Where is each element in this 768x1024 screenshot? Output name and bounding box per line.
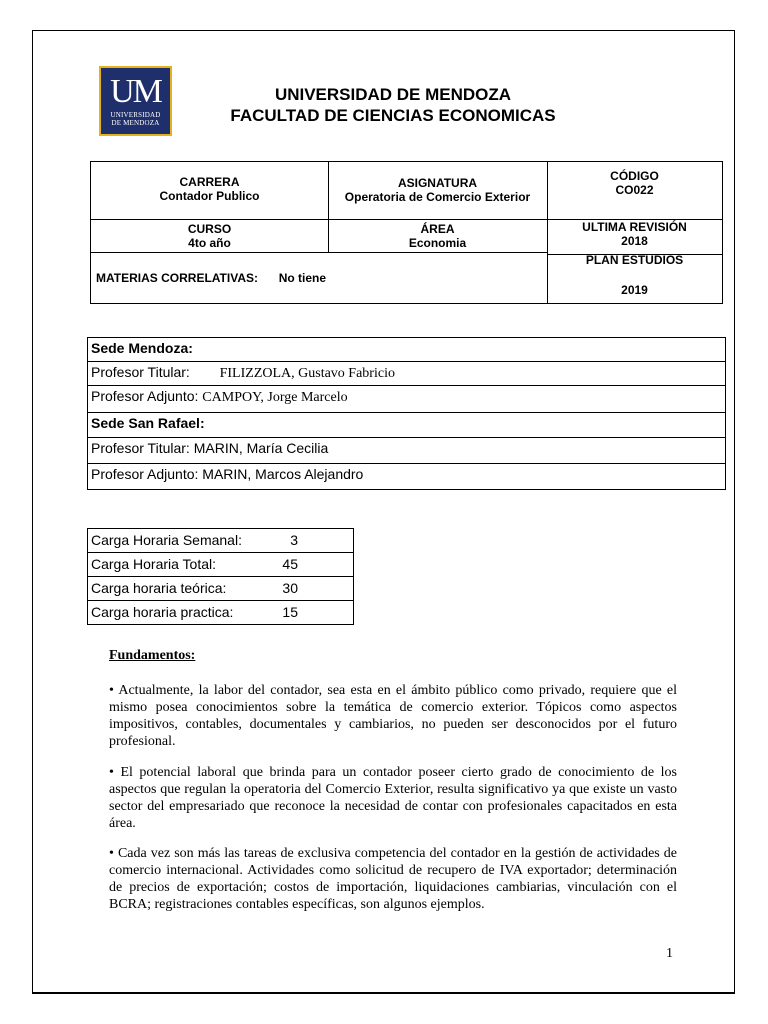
carrera-label: CARRERA	[179, 175, 240, 189]
university-title: UNIVERSIDAD DE MENDOZA	[274, 85, 512, 104]
area-value: Economia	[408, 236, 467, 250]
revision-label: ULTIMA REVISIÓN	[582, 220, 687, 234]
faculty-title: FACULTAD DE CIENCIAS ECONOMICAS	[230, 106, 556, 125]
plan-estudios-value: 2019	[621, 283, 648, 297]
area-label: ÁREA	[420, 222, 455, 236]
carga-row-total	[88, 553, 353, 577]
asignatura-value: Operatoria de Comercio Exterior	[344, 190, 531, 204]
carrera-value: Contador Publico	[159, 189, 260, 203]
profesor-titular-san-rafael-row: Profesor Titular: MARIN, María Cecilia	[88, 438, 725, 464]
carga-row-semanal	[88, 529, 353, 553]
logo-text-line2: DE MENDOZA	[111, 119, 160, 127]
carga-row-practica	[88, 601, 353, 625]
asignatura-label: ASIGNATURA	[397, 176, 478, 190]
plan-estudios-label: PLAN ESTUDIOS	[585, 253, 684, 267]
carga-value: 3	[290, 532, 298, 548]
codigo-label: CÓDIGO	[610, 169, 659, 183]
codigo-value: CO022	[615, 183, 654, 197]
plan-estudios-cell	[547, 253, 722, 297]
fundamentos-heading: Fundamentos:	[109, 648, 196, 663]
asignatura-cell	[328, 176, 547, 204]
university-logo	[99, 66, 172, 136]
course-info-table	[90, 161, 723, 304]
carga-value: 15	[282, 604, 298, 620]
correlativas-value: No tiene	[278, 271, 327, 285]
sede-san-rafael-heading: Sede San Rafael:	[88, 413, 725, 438]
curso-value: 4to año	[188, 236, 231, 250]
profesor-adjunto-name: CAMPOY, Jorge Marcelo	[202, 390, 348, 405]
carga-value: 30	[282, 580, 298, 596]
correlativas-cell	[96, 271, 396, 285]
professors-table	[87, 337, 726, 490]
page-number: 1	[666, 946, 673, 961]
profesor-titular-name: FILIZZOLA, Gustavo Fabricio	[219, 366, 395, 381]
profesor-titular-label: Profesor Titular:	[91, 364, 190, 380]
fundamentos-paragraph-1: • Actualmente, la labor del contador, sea esta en el ámbito público como privado, requiere que el mismo posea conocimientos sobre la temática de comercio exterior. Tópicos como aspectos impositivos, contables, documentales y cambiarios, no pueden ser desconocidos por el futuro profesional.	[109, 683, 677, 749]
revision-cell	[547, 220, 722, 248]
revision-value: 2018	[621, 234, 648, 248]
curso-cell	[91, 222, 328, 250]
carga-value: 45	[282, 556, 298, 572]
carga-label: Carga horaria practica:	[91, 604, 234, 620]
profesor-adjunto-label: Profesor Adjunto:	[91, 388, 199, 404]
carga-label: Carga Horaria Total:	[91, 556, 217, 572]
fundamentos-paragraph-2: • El potencial laboral que brinda para un contador poseer cierto grado de conocimiento de los aspectos que regulan la operatoria del Comercio Exterior, resulta significativo ya que existe un vasto sector del empresariado que reconoce la necesidad de contar con profesionales capacitados en esta área.	[109, 765, 677, 831]
document-header	[180, 84, 606, 126]
logo-text-line1: UNIVERSIDAD	[110, 111, 161, 119]
curso-label: CURSO	[187, 222, 232, 236]
profesor-adjunto-mendoza-row	[88, 386, 725, 413]
profesor-titular-mendoza-row	[88, 362, 725, 386]
carga-label: Carga Horaria Semanal:	[91, 532, 242, 548]
logo-mark: UM	[110, 73, 161, 110]
sede-mendoza-heading: Sede Mendoza:	[88, 338, 725, 362]
correlativas-label: MATERIAS CORRELATIVAS:	[96, 271, 258, 285]
area-cell	[328, 222, 547, 250]
fundamentos-paragraph-3: • Cada vez son más las tareas de exclusiva competencia del contador en la gestión de actividades de comercio internacional. Actividades como solicitud de recupero de IVA exportador; determinación de precios de exportación; costos de importación, liquidaciones cambiarias, vinculación con el BCRA; registraciones contables específicas, son algunos ejemplos.	[109, 846, 677, 912]
codigo-cell	[547, 169, 722, 197]
carga-horaria-table	[87, 528, 354, 625]
carga-label: Carga horaria teórica:	[91, 580, 227, 596]
carrera-cell	[91, 175, 328, 203]
profesor-adjunto-san-rafael-row: Profesor Adjunto: MARIN, Marcos Alejandro	[91, 466, 364, 482]
carga-row-teorica	[88, 577, 353, 601]
